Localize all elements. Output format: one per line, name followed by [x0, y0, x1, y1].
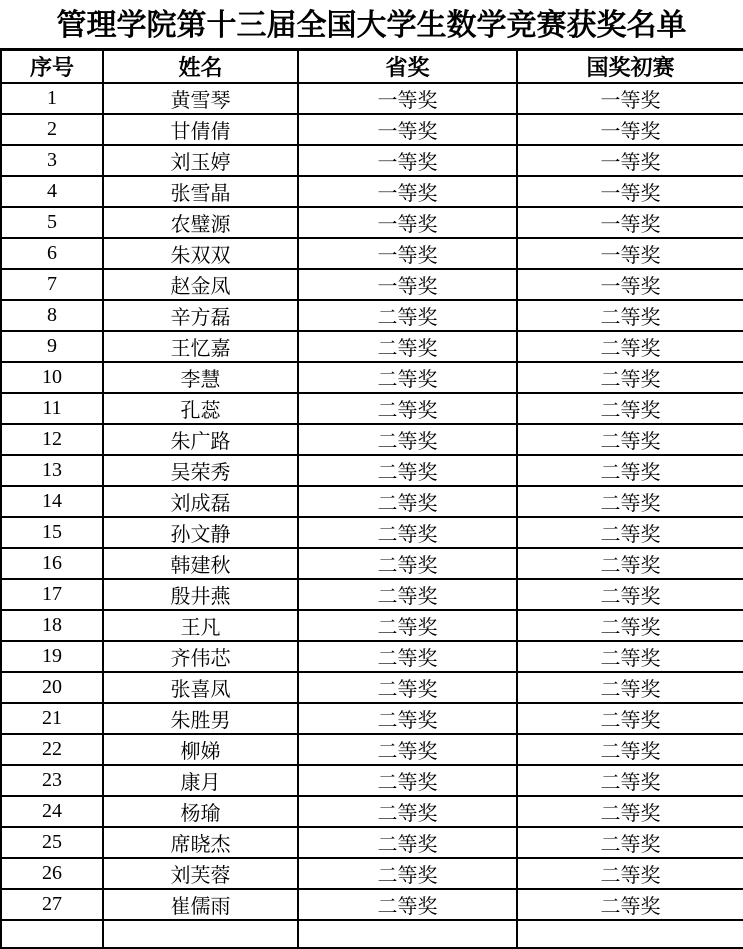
provincial-award-cell: 二等奖 [298, 517, 517, 548]
name-cell: 王忆嘉 [103, 331, 298, 362]
provincial-award-cell: 二等奖 [298, 610, 517, 641]
table-row-partial [1, 920, 743, 948]
provincial-award-cell: 二等奖 [298, 734, 517, 765]
name-cell: 朱广路 [103, 424, 298, 455]
national-award-cell: 一等奖 [517, 269, 743, 300]
provincial-award-cell: 一等奖 [298, 145, 517, 176]
provincial-award-cell: 二等奖 [298, 362, 517, 393]
name-cell: 赵金凤 [103, 269, 298, 300]
name-cell: 吴荣秀 [103, 455, 298, 486]
table-row [1, 362, 743, 393]
row-number-cell: 19 [1, 641, 103, 672]
award-table [0, 48, 743, 949]
table-row [1, 548, 743, 579]
row-number-cell: 7 [1, 269, 103, 300]
row-number-cell: 21 [1, 703, 103, 734]
national-award-cell: 二等奖 [517, 796, 743, 827]
table-row [1, 641, 743, 672]
national-award-cell: 二等奖 [517, 455, 743, 486]
national-award-cell [517, 920, 743, 948]
table-row [1, 796, 743, 827]
name-cell: 杨瑜 [103, 796, 298, 827]
name-cell: 韩建秋 [103, 548, 298, 579]
name-cell: 王凡 [103, 610, 298, 641]
table-row [1, 672, 743, 703]
national-award-cell: 二等奖 [517, 672, 743, 703]
table-row [1, 703, 743, 734]
row-number-cell: 18 [1, 610, 103, 641]
national-award-cell: 二等奖 [517, 424, 743, 455]
provincial-award-cell: 二等奖 [298, 300, 517, 331]
national-award-cell: 二等奖 [517, 486, 743, 517]
national-award-cell: 一等奖 [517, 114, 743, 145]
table-row [1, 145, 743, 176]
name-cell: 康月 [103, 765, 298, 796]
national-award-cell: 一等奖 [517, 83, 743, 114]
provincial-award-cell [298, 920, 517, 948]
table-row [1, 300, 743, 331]
name-cell: 张雪晶 [103, 176, 298, 207]
row-number-cell: 12 [1, 424, 103, 455]
provincial-award-cell: 一等奖 [298, 176, 517, 207]
row-number-cell: 8 [1, 300, 103, 331]
table-row [1, 238, 743, 269]
table-row [1, 331, 743, 362]
national-award-cell: 二等奖 [517, 517, 743, 548]
row-number-cell: 22 [1, 734, 103, 765]
provincial-award-cell: 一等奖 [298, 83, 517, 114]
row-number-cell: 16 [1, 548, 103, 579]
provincial-award-cell: 二等奖 [298, 703, 517, 734]
national-award-cell: 一等奖 [517, 145, 743, 176]
row-number-cell: 13 [1, 455, 103, 486]
provincial-award-cell: 一等奖 [298, 114, 517, 145]
table-row [1, 517, 743, 548]
national-award-cell: 二等奖 [517, 765, 743, 796]
name-cell: 殷井燕 [103, 579, 298, 610]
name-cell: 柳娣 [103, 734, 298, 765]
provincial-award-cell: 二等奖 [298, 548, 517, 579]
row-number-cell: 15 [1, 517, 103, 548]
table-row [1, 424, 743, 455]
col-header-national-award: 国奖初赛 [517, 50, 743, 84]
table-row [1, 83, 743, 114]
table-row [1, 765, 743, 796]
provincial-award-cell: 二等奖 [298, 796, 517, 827]
col-header-name: 姓名 [103, 50, 298, 84]
row-number-cell: 9 [1, 331, 103, 362]
provincial-award-cell: 二等奖 [298, 393, 517, 424]
row-number-cell: 26 [1, 858, 103, 889]
row-number-cell: 14 [1, 486, 103, 517]
row-number-cell: 17 [1, 579, 103, 610]
national-award-cell: 二等奖 [517, 393, 743, 424]
provincial-award-cell: 一等奖 [298, 207, 517, 238]
name-cell: 刘芙蓉 [103, 858, 298, 889]
table-row [1, 455, 743, 486]
row-number-cell: 4 [1, 176, 103, 207]
name-cell: 朱胜男 [103, 703, 298, 734]
national-award-cell: 二等奖 [517, 734, 743, 765]
col-header-provincial-award: 省奖 [298, 50, 517, 84]
provincial-award-cell: 二等奖 [298, 455, 517, 486]
table-row [1, 827, 743, 858]
provincial-award-cell: 二等奖 [298, 889, 517, 920]
national-award-cell: 二等奖 [517, 331, 743, 362]
provincial-award-cell: 二等奖 [298, 641, 517, 672]
name-cell: 孔蕊 [103, 393, 298, 424]
name-cell: 刘玉婷 [103, 145, 298, 176]
national-award-cell: 二等奖 [517, 610, 743, 641]
table-row [1, 579, 743, 610]
national-award-cell: 二等奖 [517, 858, 743, 889]
table-row [1, 207, 743, 238]
row-number-cell: 10 [1, 362, 103, 393]
table-row [1, 393, 743, 424]
name-cell: 朱双双 [103, 238, 298, 269]
row-number-cell: 2 [1, 114, 103, 145]
row-number-cell: 5 [1, 207, 103, 238]
table-row [1, 486, 743, 517]
table-row [1, 858, 743, 889]
table-body [1, 83, 743, 948]
national-award-cell: 二等奖 [517, 641, 743, 672]
name-cell: 齐伟芯 [103, 641, 298, 672]
name-cell: 辛方磊 [103, 300, 298, 331]
name-cell [103, 920, 298, 948]
row-number-cell: 23 [1, 765, 103, 796]
name-cell: 李慧 [103, 362, 298, 393]
table-row [1, 610, 743, 641]
provincial-award-cell: 二等奖 [298, 579, 517, 610]
national-award-cell: 一等奖 [517, 238, 743, 269]
provincial-award-cell: 二等奖 [298, 424, 517, 455]
national-award-cell: 二等奖 [517, 889, 743, 920]
row-number-cell: 20 [1, 672, 103, 703]
table-row [1, 114, 743, 145]
national-award-cell: 二等奖 [517, 827, 743, 858]
name-cell: 农璧源 [103, 207, 298, 238]
national-award-cell: 二等奖 [517, 300, 743, 331]
row-number-cell: 27 [1, 889, 103, 920]
provincial-award-cell: 一等奖 [298, 269, 517, 300]
name-cell: 崔儒雨 [103, 889, 298, 920]
provincial-award-cell: 一等奖 [298, 238, 517, 269]
national-award-cell: 二等奖 [517, 548, 743, 579]
name-cell: 张喜凤 [103, 672, 298, 703]
name-cell: 黄雪琴 [103, 83, 298, 114]
row-number-cell: 25 [1, 827, 103, 858]
provincial-award-cell: 二等奖 [298, 858, 517, 889]
table-row [1, 734, 743, 765]
provincial-award-cell: 二等奖 [298, 827, 517, 858]
row-number-cell: 24 [1, 796, 103, 827]
col-header-no: 序号 [1, 50, 103, 84]
provincial-award-cell: 二等奖 [298, 672, 517, 703]
national-award-cell: 一等奖 [517, 207, 743, 238]
provincial-award-cell: 二等奖 [298, 331, 517, 362]
national-award-cell: 二等奖 [517, 362, 743, 393]
row-number-cell: 11 [1, 393, 103, 424]
national-award-cell: 二等奖 [517, 703, 743, 734]
name-cell: 席晓杰 [103, 827, 298, 858]
provincial-award-cell: 二等奖 [298, 486, 517, 517]
name-cell: 刘成磊 [103, 486, 298, 517]
table-row [1, 889, 743, 920]
name-cell: 孙文静 [103, 517, 298, 548]
name-cell: 甘倩倩 [103, 114, 298, 145]
table-row [1, 269, 743, 300]
row-number-cell: 1 [1, 83, 103, 114]
national-award-cell: 一等奖 [517, 176, 743, 207]
header-row [1, 50, 743, 84]
row-number-cell: 3 [1, 145, 103, 176]
row-number-cell [1, 920, 103, 948]
page-title: 管理学院第十三届全国大学生数学竞赛获奖名单 [56, 9, 687, 42]
provincial-award-cell: 二等奖 [298, 765, 517, 796]
national-award-cell: 二等奖 [517, 579, 743, 610]
table-row [1, 176, 743, 207]
row-number-cell: 6 [1, 238, 103, 269]
